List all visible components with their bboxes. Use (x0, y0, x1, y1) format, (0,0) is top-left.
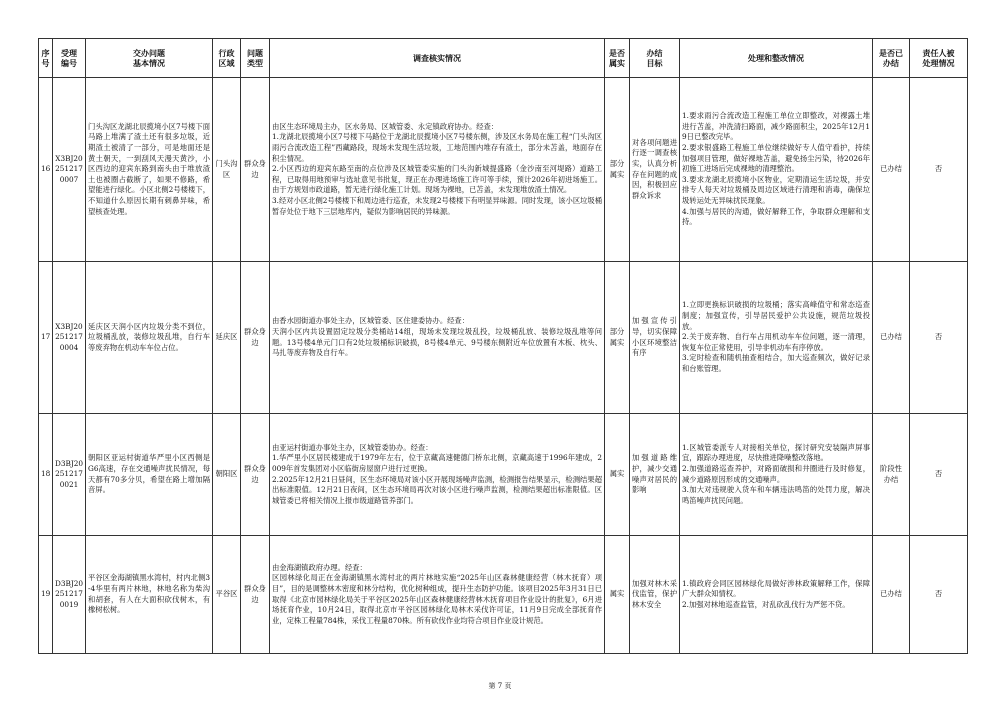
cell-verified: 部分 属实 (605, 262, 630, 414)
header-responsible: 责任人被 处理情况 (910, 39, 968, 78)
table-row (39, 414, 968, 536)
cell-goal: 加强宣传引导，切实保障小区环境整洁有序 (630, 262, 680, 414)
cell-verified: 属实 (605, 536, 630, 654)
cell-case-id: X3BJ20 251217 0004 (53, 262, 86, 414)
header-serial: 序 号 (39, 39, 53, 78)
header-district: 行政 区域 (213, 39, 241, 78)
cell-serial: 16 (39, 78, 53, 262)
header-goal: 办结 目标 (630, 39, 680, 78)
cell-closed: 阶段性 办结 (873, 414, 910, 536)
table-row (39, 262, 968, 414)
cell-issue: 朝阳区亚运村街道华严里小区西侧是G6高速，存在交通噪声扰民情况，每天都有70多分贝，希望在路上增加隔音屏。 (86, 414, 213, 536)
cell-case-id: D3BJ20 251217 0019 (53, 536, 86, 654)
cell-verified: 部分 属实 (605, 78, 630, 262)
cell-verified: 属实 (605, 414, 630, 536)
cell-responsible: 否 (910, 414, 968, 536)
cell-case-id: X3BJ20 251217 0007 (53, 78, 86, 262)
table-row (39, 536, 968, 654)
cell-issue: 平谷区金海湖镇黑水湾村，村内北侧3-4华里有两片林地，林地名称为柴沟和胡套，有人在大面积砍伐树木，有橡树松树。 (86, 536, 213, 654)
cell-issue-type: 群众身边 (241, 78, 270, 262)
header-issue-type: 问题 类型 (241, 39, 270, 78)
table-row (39, 78, 968, 262)
cell-closed: 已办结 (873, 262, 910, 414)
cell-district: 延庆区 (213, 262, 241, 414)
cell-responsible: 否 (910, 262, 968, 414)
supervision-table (38, 38, 968, 654)
cell-issue: 门头沟区龙湖北辰揽境小区7号楼下面马路上堆满了渣土还有很多垃圾，近期渣土被清了一部分，可是地面还是黄土朝天，一到刮风天漫天黄沙，小区西边的迎宾东路到南头由于堆放渣土也被圈占截断了，如果不修路，希望能进行绿化。小区北侧2号楼楼下，不知道什么原因长期有刺鼻异味，希望核查处理。 (86, 78, 213, 262)
cell-responsible: 否 (910, 536, 968, 654)
cell-investigation: 由亚运村街道办事处主办，区城管委协办。经查： 1.华严里小区居民楼建成于1979年左右，位于京藏高速健德门桥东北侧，京藏高速于1996年建成，2009年首发集团对小区临街房屋窗户进行过更换。 2.2025年12月21日昼间，区生态环境局对该小区开展现场噪声监测，检测报告结果显示，检测结果超出标准限值。12月21日夜间，区生态环境局再次对该小区进行噪声监测，检测结果超出标准限值。区城管委已将相关情况上报市级道路管养部门。 (270, 414, 605, 536)
cell-responsible: 否 (910, 78, 968, 262)
header-verified: 是否 属实 (605, 39, 630, 78)
cell-handling: 1.区城管委派专人对接相关单位，探讨研究安装隔声屏事宜，跟踪办理进度，尽快推进降噪整改落地。 2.加强道路巡查养护，对路面破损和井圈进行及时修复，减少道路原因形成的交通噪声。 3.加大对违规驶入货车和车辆违法鸣笛的处罚力度，解决鸣笛噪声扰民问题。 (680, 414, 873, 536)
cell-district: 门头沟区 (213, 78, 241, 262)
cell-handling: 1.立即更换标识破损的垃圾桶；落实高峰值守和常态巡查制度；加强宣传，引导居民爱护公共设施，规范垃圾投放。 2.关于废弃物、自行车占用机动车车位问题，逐一清理，恢复车位正常使用，引导非机动车有序停放。 3.定时检查和随机抽查相结合，加大巡查频次，做好记录和台账管理。 (680, 262, 873, 414)
cell-serial: 19 (39, 536, 53, 654)
header-investigation: 调查核实情况 (270, 39, 605, 78)
cell-issue: 延庆区天润小区内垃圾分类不到位，垃圾桶乱放，装修垃圾乱堆，自行车等废弃物在机动车车位占位。 (86, 262, 213, 414)
cell-investigation: 由香水园街道办事处主办，区城管委、区住建委协办。经查： 天润小区内共设置固定垃圾分类桶站14组，现场未发现垃圾乱投，垃圾桶乱放、装修垃圾乱堆等问题。13号楼4单元门口有2处垃圾桶标识破损，8号楼4单元、9号楼东侧附近车位放置有木板、枕头、马扎等废弃物及自行车。 (270, 262, 605, 414)
cell-closed: 已办结 (873, 78, 910, 262)
header-closed: 是否已 办结 (873, 39, 910, 78)
cell-issue-type: 群众身边 (241, 414, 270, 536)
header-issue: 交办问题 基本情况 (86, 39, 213, 78)
cell-handling: 1.要求雨污合流改造工程施工单位立即整改，对裸露土堆进行苫盖，冲洗清扫路面，减少路面积尘，2025年12月19日已整改完毕。 2.要求银盛路工程施工单位继续做好专人值守看护，持续加强项目管理，做好裸地苫盖，避免扬尘污染，待2026年初施工进场后完成裸地的清理整治。 3.要求龙湖北辰揽境小区物业，定期清运生活垃圾，并安排专人每天对垃圾桶及周边区域进行清理和消毒，确保垃圾转运处无异味扰民现象。 4.加强与居民的沟通，做好解释工作，争取群众理解和支持。 (680, 78, 873, 262)
cell-goal: 加强道路维护，减少交通噪声对居民的影响 (630, 414, 680, 536)
cell-goal: 加强对林木采伐监管，保护林木安全 (630, 536, 680, 654)
page-number: 第 7 页 (488, 682, 512, 690)
cell-investigation: 由金海湖镇政府办理。经查： 区园林绿化局正在金海湖镇黑水湾村北的两片林地实施“2025年山区森林健康经营（林木抚育）项目”，目的是调整林木密度和林分结构，优化树种组成，提升生态防护功能。该项目2025年3月31日已取得《北京市园林绿化局关于平谷区2025年山区森林健康经营林木抚育项目作业设计的批复》，6月进场抚育作业，10月24日，取得北京市平谷区园林绿化局林木采伐许可证，11月9日完成全部抚育作业，定株工程量784株，采伐工程量870株。所有砍伐作业均符合项目作业设计规范。 (270, 536, 605, 654)
cell-closed: 已办结 (873, 536, 910, 654)
header-case-id: 受理 编号 (53, 39, 86, 78)
cell-handling: 1.镇政府会同区园林绿化局做好涉林政策解释工作，保障广大群众知情权。 2.加强对林地巡查监管，对乱砍乱伐行为严惩不贷。 (680, 536, 873, 654)
cell-goal: 对各项问题进行逐一调查核实，认真分析存在问题的成因，积极回应群众诉求 (630, 78, 680, 262)
cell-issue-type: 群众身边 (241, 536, 270, 654)
cell-issue-type: 群众身边 (241, 262, 270, 414)
cell-case-id: D3BJ20 251217 0021 (53, 414, 86, 536)
cell-investigation: 由区生态环境局主办，区水务局、区城管委、永定镇政府协办。经查： 1.龙湖北辰揽境小区7号楼下马路位于龙湖北辰揽境小区7号楼东侧，涉及区水务局在施工程“门头沟区雨污合流改造工程”西藏路段，现场未发现生活垃圾，工地范围内堆存有渣土，部分未苫盖，地面存在积尘情况。 2.小区西边的迎宾东路至南的点位涉及区城管委实施的门头沟新城提盛路（金沙南至河堤路）道路工程，已取得用地预审与选址意见书批复，现正在办理进场施工许可等手续，预计2026年初进场施工。由于方规划市政道路，暂无进行绿化施工计划。现场为裸地，已苫盖，未发现堆放渣土情况。 3.经对小区北侧2号楼楼下和周边进行巡查，未发现2号楼楼下有明显异味源。同时发现，该小区垃圾桶暂存处位于地下三层地库内，疑似为影响居民的异味源。 (270, 78, 605, 262)
cell-serial: 17 (39, 262, 53, 414)
cell-district: 平谷区 (213, 536, 241, 654)
header-handling: 处理和整改情况 (680, 39, 873, 78)
cell-serial: 18 (39, 414, 53, 536)
header-row (39, 39, 968, 78)
cell-district: 朝阳区 (213, 414, 241, 536)
